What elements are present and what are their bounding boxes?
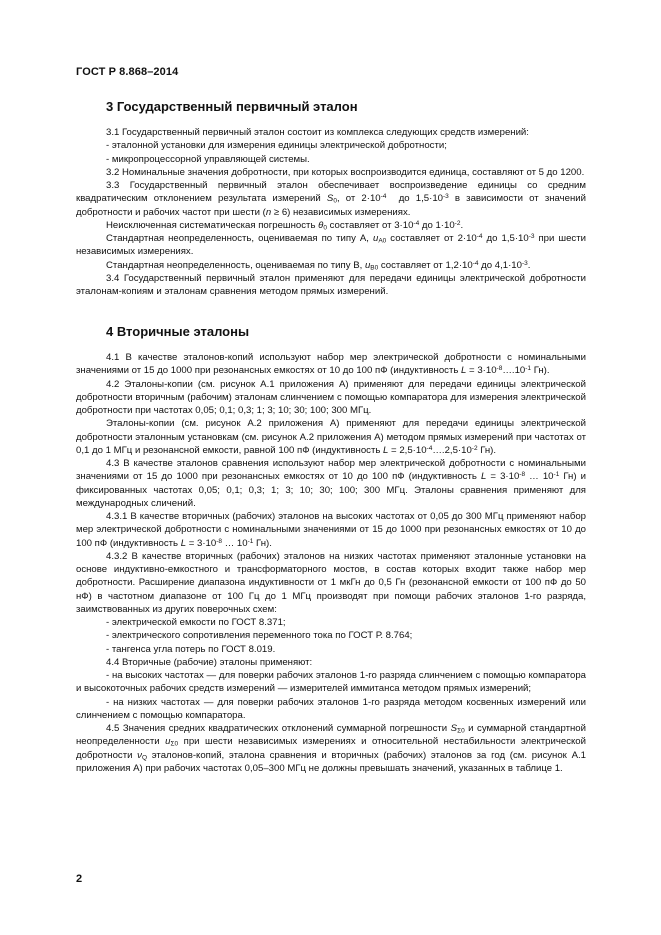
- paragraph-4-2: 4.2 Эталоны-копии (см. рисунок А.1 приложения А) применяют для передачи единицы электрической добротности вторичным (рабочим) эталонам слинчением с помощью компаратора для измерения электрической добротности при частотах 0,05; 0,1; 0,3; 1; 3; 10; 30; 100; 300 МГц.: [76, 378, 586, 416]
- paragraph-4-3-1: 4.3.1 В качестве вторичных (рабочих) эталонов на высоких частотах от 0,05 до 300 МГц применяют набор мер электрической добротности с номинальными значениями от 15 до 1000 при резонансных емкостях от 10 до 100 пФ (индуктивность $L = 3\cdot 10^{-8}$ … $10^{-1}$ Гн).: [76, 511, 586, 549]
- section-3-body: [76, 126, 586, 298]
- paragraph-4-4: 4.4 Вторичные (рабочие) эталоны применяют:: [106, 656, 313, 668]
- paragraph-4-2-b: Эталоны-копии (см. рисунок А.2 приложения А) применяют для передачи единицы электрической добротности эталонным установкам (см. рисунок А.2 приложения А) методом прямых измерений при частотах от 0,1 до 1 МГц и резонансной емкости, равной 100 пФ (индуктивность $L = 2,5\cdot 10^{-4}\dots.2,5\cdot 10^{-2}$ Гн).: [76, 418, 586, 456]
- paragraph-3-3: 3.3 Государственный первичный эталон обеспечивает воспроизведение единицы со средним квадратическим отклонением результата измерений $S_0$, от $2\cdot 10^{-4}$ до $1,5\cdot 10^{-3}$ в зависимости от значений добротности и рабочих частот при шести (n ≥ 6) независимых измерениях.: [76, 180, 586, 218]
- paragraph-uncertainty-a: Стандартная неопределенность, оцениваемая по типу А, $u_{А0}$ составляет от $2\cdot 10^{-4}$ до $1,5\cdot 10^{-3}$ при шести независимых измерениях.: [76, 233, 586, 258]
- paragraph-3-1: 3.1 Государственный первичный эталон состоит из комплекса следующих средств измерений:: [106, 127, 529, 138]
- paragraph-4-1: 4.1 В качестве эталонов-копий используют набор мер электрической добротности с номинальными значениями от 15 до 1000 при резонансных емкостях от 10 до 100 пФ (индуктивность $L = 3\cdot 10^{-8}\dots.10^{-1}$ Гн).: [76, 352, 586, 377]
- paragraph-4-5: 4.5 Значения средних квадратических отклонений суммарной погрешности $S_{\Sigma 0}$ и суммарной стандартной неопределенности $u_{\Sigma 0}$ при шести независимых измерениях и относительной нестабильности электрической добротности $\nu_Q$ эталонов-копий, эталона сравнения и вторичных (рабочих) эталонов за год (см. рисунок А.1 приложения А) при рабочих частотах 0,05–300 МГц не должны превышать значений, указанных в таблице 1.: [76, 723, 587, 774]
- section-4-body: [76, 351, 586, 775]
- paragraph-theta: Неисключенная систематическая погрешность $\theta_0$ составляет от $3\cdot 10^{-4}$ до $1\cdot 10^{-2}$.: [106, 219, 464, 232]
- paragraph-4-3: 4.3 В качестве эталонов сравнения используют набор мер электрической добротности с номинальными значениями от 15 до 1000 при резонансных емкостях от 10 до 100 пФ (индуктивность $L = 3\cdot 10^{-8}$ … $10^{-1}$ Гн) и фиксированных частотах 0,05; 0,1; 0,3; 1; 3; 10; 30; 100; 300 МГц. Эталоны сравнения применяют для международных сличений.: [76, 458, 586, 509]
- list-item: - микропроцессорной управляющей системы.: [106, 153, 310, 165]
- section-3-heading: 3 Государственный первичный эталон: [106, 99, 358, 114]
- list-item: - электрической емкости по ГОСТ 8.371;: [106, 617, 286, 628]
- paragraph-4-3-2: 4.3.2 В качестве вторичных (рабочих) эталонов на низких частотах применяют эталонные установки на основе индуктивно-емкостного и трансформаторного мостов, в состав которых входит также набор мер добротности. Расширение диапазона индуктивности от 1 мкГн до 0,5 Гн (резонансной емкости от 100 пФ до 50 нФ) в частотном диапазоне от 100 Гц до 1 МГц производят при помощи рабочих эталонов 1-го разряда, заимствованных из других поверочных схем:: [76, 550, 586, 615]
- list-item: - на высоких частотах — для поверки рабочих эталонов 1-го разряда слинчением с помощью компаратора и высокоточных рабочих средств измерений — измерителей иммитанса методом прямых измерений;: [76, 670, 586, 695]
- standard-code-header: ГОСТ Р 8.868–2014: [76, 66, 179, 78]
- list-item: - электрического сопротивления переменного тока по ГОСТ Р. 8.764;: [106, 630, 413, 642]
- page-number: 2: [76, 873, 83, 885]
- paragraph-3-4: 3.4 Государственный первичный эталон применяют для передачи единицы электрической добротности эталонам-копиям и эталонам сравнения методом прямых измерений.: [76, 272, 586, 297]
- list-item: - на низких частотах — для поверки рабочих эталонов 1-го разряда методом косвенных измерений или слинчением с помощью компаратора.: [76, 696, 586, 721]
- list-item: - тангенса угла потерь по ГОСТ 8.019.: [106, 643, 276, 655]
- section-4-heading: 4 Вторичные эталоны: [106, 324, 250, 339]
- list-item: - эталонной установки для измерения единицы электрической добротности;: [106, 140, 447, 152]
- paragraph-3-2: 3.2 Номинальные значения добротности, при которых воспроизводится единица, составляют от 5 до 1200.: [106, 166, 585, 178]
- paragraph-uncertainty-b: Стандартная неопределенность, оцениваемая по типу В, $u_{В0}$ составляет от $1,2\cdot 10^{-4}$ до $4,1\cdot 10^{-3}$.: [106, 259, 531, 271]
